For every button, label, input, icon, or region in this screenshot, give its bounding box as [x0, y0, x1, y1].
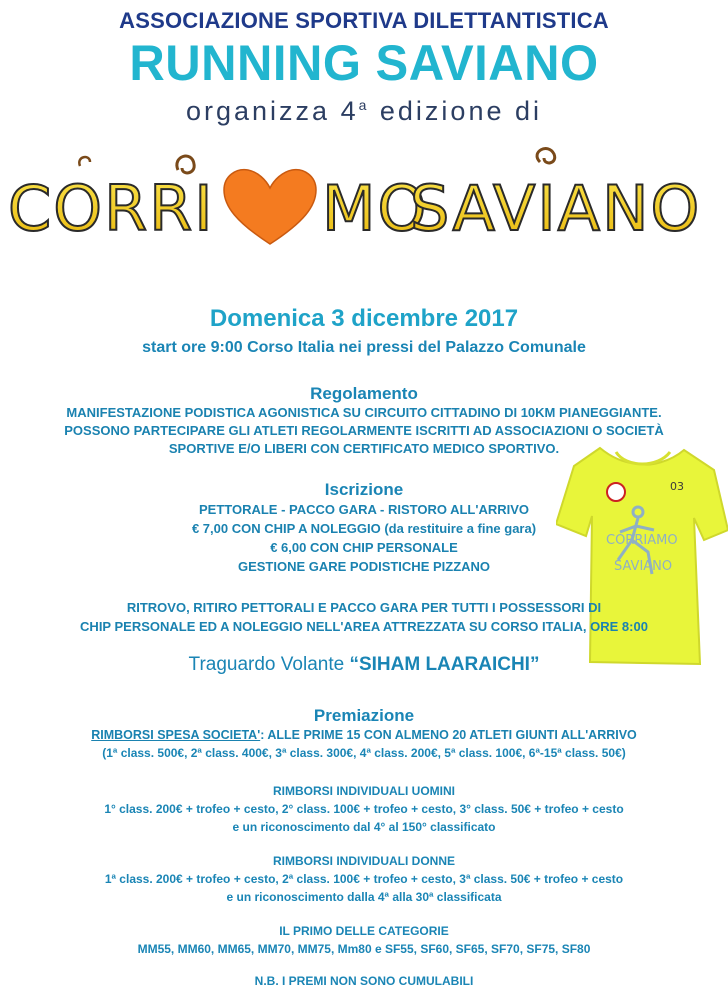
- event-start: start ore 9:00 Corso Italia nei pressi del Palazzo Comunale: [142, 339, 586, 356]
- iscrizione-text: PETTORALE - PACCO GARA - RISTORO ALL'ARRIVO € 7,00 CON CHIP A NOLEGGIO (da restituire a fine gara) € 6,00 CON CHIP PERSONALE GESTIONE GARE PODISTICHE PIZZANO: [191, 502, 537, 574]
- rimborsi-societa-detail: (1ª class. 500€, 2ª class. 400€, 3ª class. 300€, 4ª class. 200€, 5ª class. 100€, 6ª-15ª class. 50€): [102, 746, 626, 760]
- ritrovo-text: RITROVO, RITIRO PETTORALI E PACCO GARA PER TUTTI I POSSESSORI DI CHIP PERSONALE ED A NOLEGGIO NELL'AREA ATTREZZATA SU CORSO ITALIA, ORE 8:00: [80, 600, 648, 634]
- rimborsi-donne-title: RIMBORSI INDIVIDUALI DONNE: [272, 854, 455, 868]
- regolamento-title: Regolamento: [310, 384, 418, 403]
- event-date: Domenica 3 dicembre 2017: [209, 305, 519, 332]
- svg-text:SAVIANO: SAVIANO: [410, 172, 702, 245]
- nb-note: N.B. I PREMI NON SONO CUMULABILI: [254, 974, 474, 988]
- svg-text:MO: MO: [322, 172, 429, 245]
- svg-text:CORRIAMO: CORRIAMO: [606, 533, 678, 548]
- iscrizione-title: Iscrizione: [324, 480, 404, 499]
- club-name: RUNNING SAVIANO: [129, 35, 599, 91]
- svg-text:03: 03: [670, 480, 684, 493]
- svg-text:SAVIANO: SAVIANO: [614, 559, 673, 574]
- rimborsi-uomini-title: RIMBORSI INDIVIDUALI UOMINI: [273, 784, 455, 798]
- organizes-line: organizza 4$^a$ edizione di: [186, 96, 542, 126]
- premiazione-title: Premiazione: [313, 706, 415, 725]
- categorie-title: IL PRIMO DELLE CATEGORIE: [279, 924, 449, 938]
- rimborsi-donne-text: 1ª class. 200€ + trofeo + cesto, 2ª class. 100€ + trofeo + cesto, 3ª class. 50€ + trofeo + cesto e un riconoscimento dalla 4ª alla 30ª classificata: [104, 872, 624, 904]
- traguardo-volante: Traguardo Volante “SIHAM LAARAICHI”: [188, 654, 540, 675]
- rimborsi-societa: RIMBORSI SPESA SOCIETA': ALLE PRIME 15 CON ALMENO 20 ATLETI GIUNTI ALL'ARRIVO: [91, 728, 637, 742]
- categorie-list: MM55, MM60, MM65, MM70, MM75, Mm80 e SF55, SF60, SF65, SF70, SF75, SF80: [137, 942, 591, 956]
- event-logo: [0, 140, 728, 260]
- rimborsi-uomini-text: 1° class. 200€ + trofeo + cesto, 2° class. 100€ + trofeo + cesto, 3° class. 50€ + trofeo + cesto e un riconoscimento dal 4° al 150° classificato: [104, 802, 624, 834]
- heart-icon: [224, 170, 316, 244]
- regolamento-text: MANIFESTAZIONE PODISTICA AGONISTICA SU CIRCUITO CITTADINO DI 10KM PIANEGGIANTE. POSSONO PARTECIPARE GLI ATLETI REGOLARMENTE ISCRITTI AD ASSOCIAZIONI O SOCIETÀ SPORTIVE E/O LIBERI CON CERTIFICATO MEDICO SPORTIVO.: [64, 405, 664, 456]
- svg-text:CORRI: CORRI: [8, 172, 215, 245]
- association-name: ASSOCIAZIONE SPORTIVA DILETTANTISTICA: [119, 8, 609, 33]
